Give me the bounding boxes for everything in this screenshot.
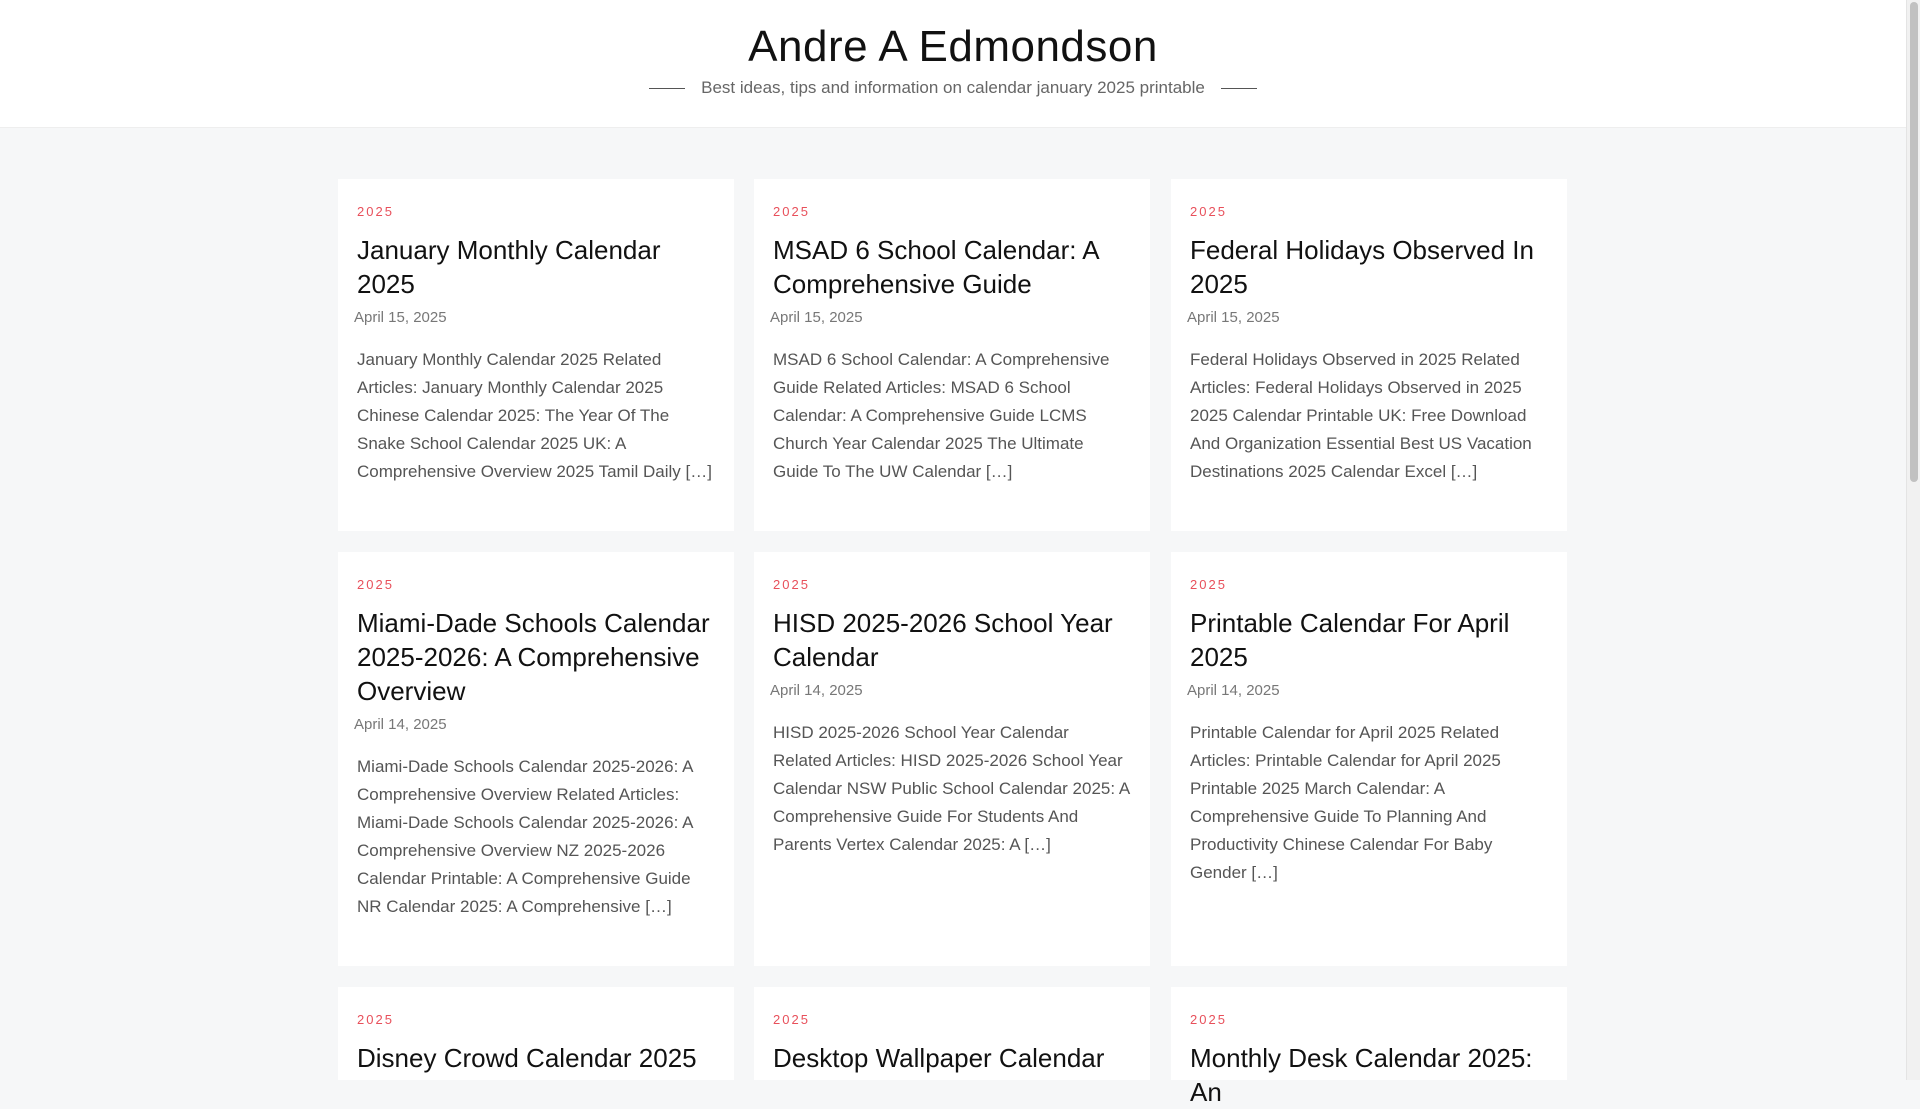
post-category[interactable]: 2025 — [1190, 577, 1227, 592]
post-title[interactable]: Disney Crowd Calendar 2025 — [357, 1043, 697, 1073]
vertical-scrollbar[interactable] — [1906, 0, 1920, 1080]
post-category[interactable]: 2025 — [773, 204, 810, 219]
post-date[interactable]: April 15, 2025 — [770, 309, 863, 326]
tagline-divider-left — [649, 88, 685, 89]
post-excerpt: MSAD 6 School Calendar: A Comprehensive Guide Related Articles: MSAD 6 School Calendar: A Comprehensive Guide LCMS Church Year Calendar 2025 The Ultimate Guide To The UW Calendar […] — [773, 350, 1110, 481]
post-date[interactable]: April 14, 2025 — [770, 682, 863, 699]
post-card — [1171, 987, 1567, 1107]
post-excerpt: Miami-Dade Schools Calendar 2025-2026: A Comprehensive Overview Related Articles: Miami-Dade Schools Calendar 2025-2026: A Comprehensive Overview NZ 2025-2026 Calendar Printable: A Comprehensive Guide NR Calendar 2025: A Comprehensive […] — [357, 757, 693, 916]
post-title[interactable]: Monthly Desk Calendar 2025: An — [1190, 1043, 1533, 1107]
tagline-divider-right — [1221, 88, 1257, 89]
post-excerpt: HISD 2025-2026 School Year Calendar Related Articles: HISD 2025-2026 School Year Calendar NSW Public School Calendar 2025: A Comprehensive Guide For Students And Parents Vertex Calendar 2025: A […] — [773, 723, 1130, 854]
site-header — [0, 0, 1906, 128]
post-card — [1171, 179, 1567, 531]
post-card — [754, 552, 1150, 966]
post-title[interactable]: HISD 2025-2026 School Year Calendar — [773, 608, 1113, 672]
post-category[interactable]: 2025 — [1190, 1012, 1227, 1027]
site-tagline: Best ideas, tips and information on calendar january 2025 printable — [701, 78, 1205, 97]
post-excerpt: Printable Calendar for April 2025 Related Articles: Printable Calendar for April 2025 Printable 2025 March Calendar: A Comprehensive Guide To Planning And Productivity Chinese Calendar For Baby Gender […] — [1190, 723, 1501, 882]
post-card — [338, 552, 734, 966]
post-title[interactable]: Federal Holidays Observed In 2025 — [1190, 235, 1534, 299]
post-title[interactable]: Printable Calendar For April 2025 — [1190, 608, 1510, 672]
post-date[interactable]: April 15, 2025 — [354, 309, 447, 326]
post-category[interactable]: 2025 — [357, 577, 394, 592]
post-category[interactable]: 2025 — [773, 577, 810, 592]
post-category[interactable]: 2025 — [357, 1012, 394, 1027]
post-card — [754, 987, 1150, 1080]
site-title[interactable]: Andre A Edmondson — [748, 22, 1158, 71]
post-card — [338, 179, 734, 531]
post-card — [338, 987, 734, 1080]
post-category[interactable]: 2025 — [773, 1012, 810, 1027]
scrollbar-thumb[interactable] — [1910, 2, 1918, 482]
tagline-row — [0, 78, 1906, 98]
post-date[interactable]: April 15, 2025 — [1187, 309, 1280, 326]
post-title[interactable]: Desktop Wallpaper Calendar — [773, 1043, 1105, 1073]
post-card — [754, 179, 1150, 531]
post-card — [1171, 552, 1567, 966]
post-excerpt: Federal Holidays Observed in 2025 Related Articles: Federal Holidays Observed in 2025 2025 Calendar Printable UK: Free Download And Organization Essential Best US Vacation Destinations 2025 Calendar Excel […] — [1190, 350, 1532, 481]
post-date[interactable]: April 14, 2025 — [354, 716, 447, 733]
post-title[interactable]: January Monthly Calendar 2025 — [357, 235, 661, 299]
post-title[interactable]: Miami-Dade Schools Calendar 2025-2026: A Comprehensive Overview — [357, 608, 710, 706]
post-category[interactable]: 2025 — [1190, 204, 1227, 219]
post-category[interactable]: 2025 — [357, 204, 394, 219]
post-excerpt: January Monthly Calendar 2025 Related Articles: January Monthly Calendar 2025 Chinese Calendar 2025: The Year Of The Snake School Calendar 2025 UK: A Comprehensive Overview 2025 Tamil Daily […] — [357, 350, 712, 481]
post-title[interactable]: MSAD 6 School Calendar: A Comprehensive Guide — [773, 235, 1099, 299]
post-date[interactable]: April 14, 2025 — [1187, 682, 1280, 699]
